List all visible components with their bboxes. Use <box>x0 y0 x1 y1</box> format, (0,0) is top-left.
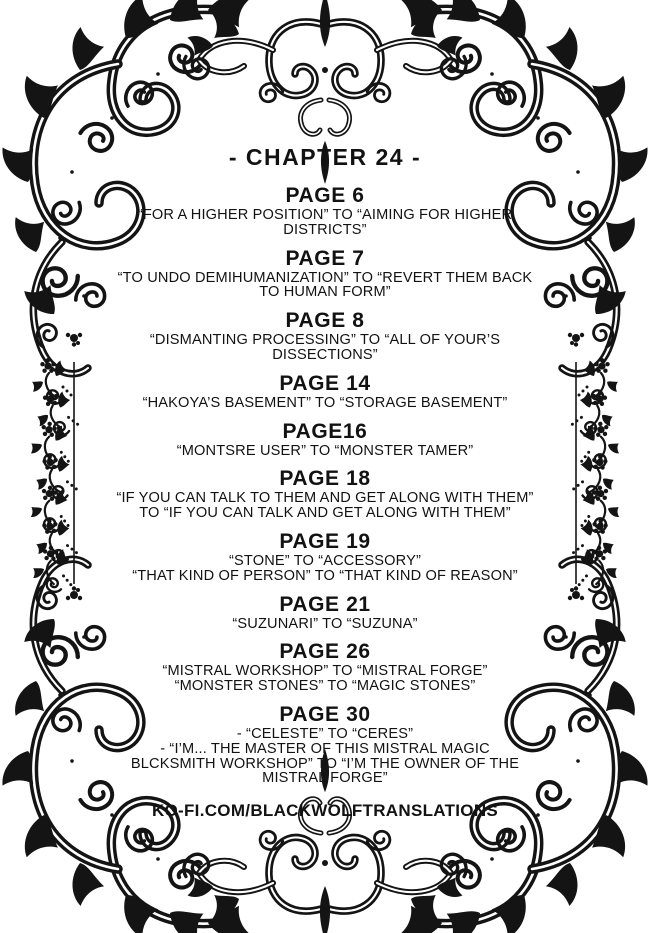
page-heading: PAGE 6 <box>285 184 365 207</box>
correction-line: BLCKSMITH WORKSHOP” TO “I’M THE OWNER OF THE <box>130 755 520 772</box>
section-page-8 <box>150 309 500 363</box>
section-page-26 <box>162 640 487 694</box>
page-heading: PAGE 18 <box>279 467 371 491</box>
correction-line: “MISTRAL WORKSHOP” TO “MISTRAL FORGE” <box>162 663 488 680</box>
correction-text <box>177 444 474 459</box>
section-page-14 <box>143 372 508 411</box>
correction-text <box>131 727 519 786</box>
correction-line: - “I’M... THE MASTER OF THIS MISTRAL MAGIC <box>160 740 490 757</box>
page-heading: PAGE 26 <box>279 640 371 664</box>
credits-content <box>82 144 568 821</box>
correction-line: “MONSTER STONES” TO “MAGIC STONES” <box>174 678 476 695</box>
section-page-16 <box>177 420 474 459</box>
section-page-21 <box>232 593 417 632</box>
chapter-title: - CHAPTER 24 - <box>228 144 422 170</box>
correction-line: TO “IF YOU CAN TALK AND GET ALONG WITH THEM” <box>139 505 511 522</box>
correction-text <box>118 271 533 301</box>
correction-line: “TO UNDO DEMIHUMANIZATION” TO “REVERT THEM BACK <box>117 269 533 286</box>
correction-line: DISSECTIONS” <box>272 346 378 363</box>
page-heading: PAGE16 <box>282 419 368 443</box>
correction-line: “MONTSRE USER” TO “MONSTER TAMER” <box>176 442 474 459</box>
correction-line: “HAKOYA’S BASEMENT” TO “STORAGE BASEMENT” <box>142 394 508 411</box>
correction-text <box>116 491 533 521</box>
correction-line: “IF YOU CAN TALK TO THEM AND GET ALONG WITH THEM” <box>116 490 534 507</box>
page-heading: PAGE 19 <box>279 529 371 553</box>
correction-line: “SUZUNARI” TO “SUZUNA” <box>232 615 418 632</box>
section-page-6 <box>138 184 512 238</box>
section-page-7 <box>118 247 533 301</box>
section-page-30 <box>131 703 519 786</box>
correction-line: - “CELESTE” TO “CERES” <box>236 725 414 742</box>
page-heading: PAGE 21 <box>279 592 371 616</box>
page-heading: PAGE 8 <box>285 309 365 333</box>
correction-text <box>138 208 512 238</box>
correction-text <box>162 664 487 694</box>
page-heading: PAGE 7 <box>285 246 365 270</box>
section-page-18 <box>116 467 533 521</box>
correction-line: “FOR A HIGHER POSITION” TO “AIMING FOR HIGHER <box>137 207 513 223</box>
correction-line: TO HUMAN FORM” <box>259 284 391 301</box>
section-page-19 <box>132 530 518 584</box>
correction-line: MISTRAL FORGE” <box>262 770 388 787</box>
correction-text <box>143 396 508 411</box>
correction-text <box>150 333 500 363</box>
correction-line: “STONE” TO “ACCESSORY” <box>229 552 421 569</box>
correction-line: “DISMANTING PROCESSING” TO “ALL OF YOUR’S <box>149 332 501 349</box>
page-heading: PAGE 14 <box>279 371 371 395</box>
correction-text <box>232 617 417 632</box>
kofi-url: KO-FI.COM/BLACKWOLFTRANSLATIONS <box>151 801 499 821</box>
correction-line: “THAT KIND OF PERSON” TO “THAT KIND OF REASON” <box>132 567 518 584</box>
correction-text <box>132 554 518 584</box>
page-heading: PAGE 30 <box>279 702 371 726</box>
correction-line: DISTRICTS” <box>283 221 367 238</box>
